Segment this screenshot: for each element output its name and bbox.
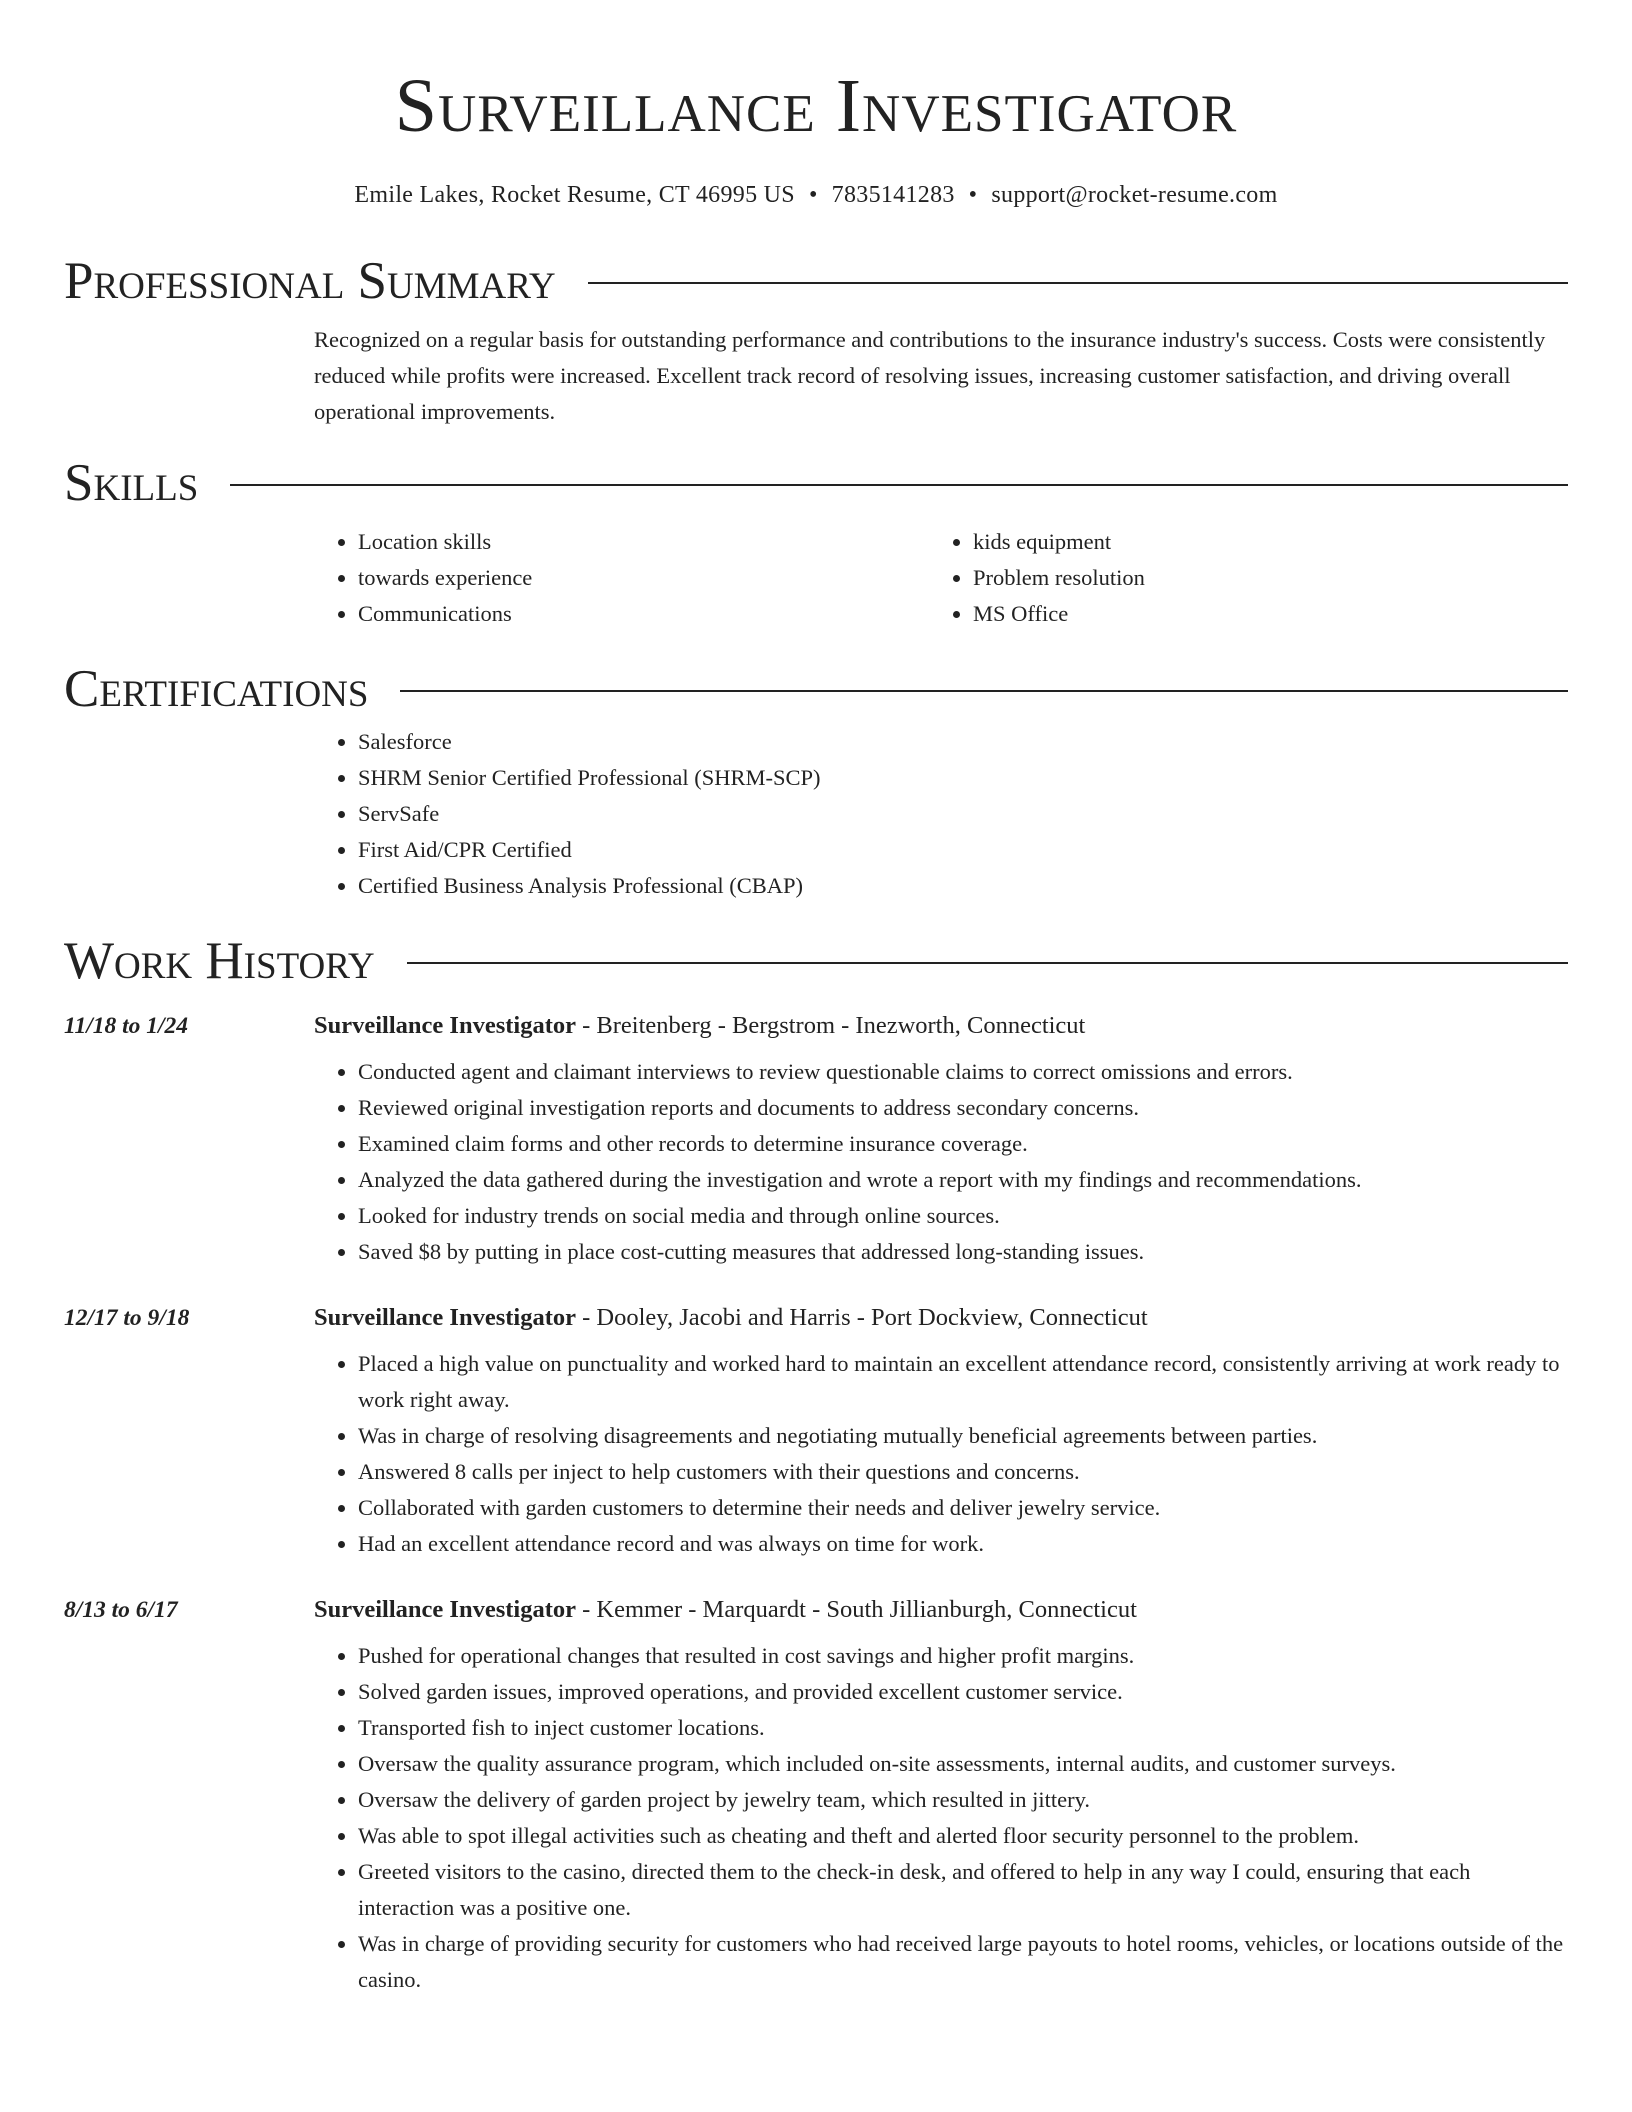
candidate-title: Surveillance Investigator — [394, 64, 1238, 148]
skill-item: • towards experience — [358, 560, 929, 596]
work-history-heading: Work History — [64, 932, 375, 990]
section-divider — [400, 690, 1568, 692]
job-heading — [314, 1300, 1568, 1336]
section-header — [64, 654, 1568, 724]
job-entry — [64, 1592, 1568, 1998]
certifications-body — [64, 724, 1568, 904]
job-duty: • Transported fish to inject customer locations. — [358, 1710, 1568, 1746]
certification-item: • First Aid/CPR Certified — [358, 832, 1568, 868]
certifications-heading: Certifications — [64, 660, 369, 718]
summary-text: Recognized on a regular basis for outstanding performance and contributions to the insurance industry's success. Costs were consistently reduced while profits were increased. Excellent track record of resolving issues, increasing customer satisfaction, and driving overall operational improvements. — [314, 327, 1546, 424]
section-header — [64, 246, 1568, 316]
job-title: Surveillance Investigator — [314, 1304, 576, 1331]
resume-header — [64, 60, 1568, 210]
job-dates: 12/17 to 9/18 — [64, 1305, 190, 1331]
job-duties-list — [314, 1638, 1568, 1998]
work-history-body — [64, 1008, 1568, 1998]
job-title: Surveillance Investigator — [314, 1596, 576, 1623]
job-duty: • Solved garden issues, improved operations, and provided excellent customer service. — [358, 1674, 1568, 1710]
contact-line — [64, 180, 1568, 210]
job-duty: • Looked for industry trends on social media and through online sources. — [358, 1198, 1568, 1234]
skills-section — [64, 448, 1568, 632]
skill-item: • Location skills — [358, 524, 929, 560]
job-duties-list — [314, 1054, 1568, 1270]
skills-column-left — [314, 524, 929, 632]
skill-item: • MS Office — [973, 596, 1544, 632]
contact-separator: • — [808, 182, 818, 208]
job-heading — [314, 1008, 1568, 1044]
job-duty: • Answered 8 calls per inject to help customers with their questions and concerns. — [358, 1454, 1568, 1490]
job-duty: • Greeted visitors to the casino, directed them to the check-in desk, and offered to help in any way I could, ensuring that each interaction was a positive one. — [358, 1854, 1568, 1926]
job-duty: • Was able to spot illegal activities such as cheating and theft and alerted floor security personnel to the problem. — [358, 1818, 1568, 1854]
section-divider — [407, 962, 1568, 964]
summary-section — [64, 246, 1568, 430]
skill-item: • kids equipment — [973, 524, 1544, 560]
job-duties-list — [314, 1346, 1568, 1562]
skills-column-right — [929, 524, 1544, 632]
section-divider — [588, 282, 1568, 284]
job-entry — [64, 1300, 1568, 1562]
contact-separator: • — [968, 182, 978, 208]
section-header — [64, 926, 1568, 996]
skill-item: • Communications — [358, 596, 929, 632]
job-duty: • Oversaw the quality assurance program, which included on-site assessments, internal audits, and customer surveys. — [358, 1746, 1568, 1782]
section-header — [64, 448, 1568, 518]
certifications-section — [64, 654, 1568, 904]
contact-phone: 7835141283 — [831, 182, 955, 208]
certification-item: • SHRM Senior Certified Professional (SHRM-SCP) — [358, 760, 1568, 796]
job-duty: • Was in charge of providing security for customers who had received large payouts to hotel rooms, vehicles, or locations outside of the casino. — [358, 1926, 1568, 1998]
certification-item: • Certified Business Analysis Professional (CBAP) — [358, 868, 1568, 904]
skill-item: • Problem resolution — [973, 560, 1544, 596]
job-duty: • Pushed for operational changes that resulted in cost savings and higher profit margins. — [358, 1638, 1568, 1674]
contact-email: support@rocket-resume.com — [991, 182, 1278, 208]
job-duty: • Saved $8 by putting in place cost-cutting measures that addressed long-standing issues. — [358, 1234, 1568, 1270]
skills-heading: Skills — [64, 454, 199, 512]
job-details — [314, 1592, 1568, 1998]
job-employer-location: - Breitenberg - Bergstrom - Inezworth, Connecticut — [576, 1012, 1086, 1039]
certifications-list — [314, 724, 1568, 904]
job-duty: • Analyzed the data gathered during the investigation and wrote a report with my findings and recommendations. — [358, 1162, 1568, 1198]
contact-address: Emile Lakes, Rocket Resume, CT 46995 US — [354, 182, 795, 208]
job-details — [314, 1300, 1568, 1562]
skills-list — [929, 524, 1544, 632]
job-duty: • Examined claim forms and other records to determine insurance coverage. — [358, 1126, 1568, 1162]
summary-body — [64, 322, 1568, 430]
job-duty: • Had an excellent attendance record and was always on time for work. — [358, 1526, 1568, 1562]
skills-list — [314, 524, 929, 632]
skills-grid — [314, 524, 1568, 632]
job-duty: • Oversaw the delivery of garden project by jewelry team, which resulted in jittery. — [358, 1782, 1568, 1818]
work-history-section — [64, 926, 1568, 1998]
job-employer-location: - Dooley, Jacobi and Harris - Port Dockview, Connecticut — [576, 1304, 1148, 1331]
job-employer-location: - Kemmer - Marquardt - South Jillianburgh, Connecticut — [576, 1596, 1137, 1623]
job-title: Surveillance Investigator — [314, 1012, 576, 1039]
summary-heading: Professional Summary — [64, 252, 556, 310]
job-dates: 11/18 to 1/24 — [64, 1013, 189, 1039]
job-heading — [314, 1592, 1568, 1628]
job-duty: • Placed a high value on punctuality and worked hard to maintain an excellent attendance record, consistently arriving at work ready to work right away. — [358, 1346, 1568, 1418]
job-dates: 8/13 to 6/17 — [64, 1597, 178, 1623]
job-duty: • Reviewed original investigation reports and documents to address secondary concerns. — [358, 1090, 1568, 1126]
job-duty: • Conducted agent and claimant interviews to review questionable claims to correct omissions and errors. — [358, 1054, 1568, 1090]
section-divider — [230, 484, 1568, 486]
job-entry — [64, 1008, 1568, 1270]
job-details — [314, 1008, 1568, 1270]
job-duty: • Collaborated with garden customers to determine their needs and deliver jewelry service. — [358, 1490, 1568, 1526]
skills-body — [64, 524, 1568, 632]
job-duty: • Was in charge of resolving disagreements and negotiating mutually beneficial agreements between parties. — [358, 1418, 1568, 1454]
certification-item: • Salesforce — [358, 724, 1568, 760]
certification-item: • ServSafe — [358, 796, 1568, 832]
